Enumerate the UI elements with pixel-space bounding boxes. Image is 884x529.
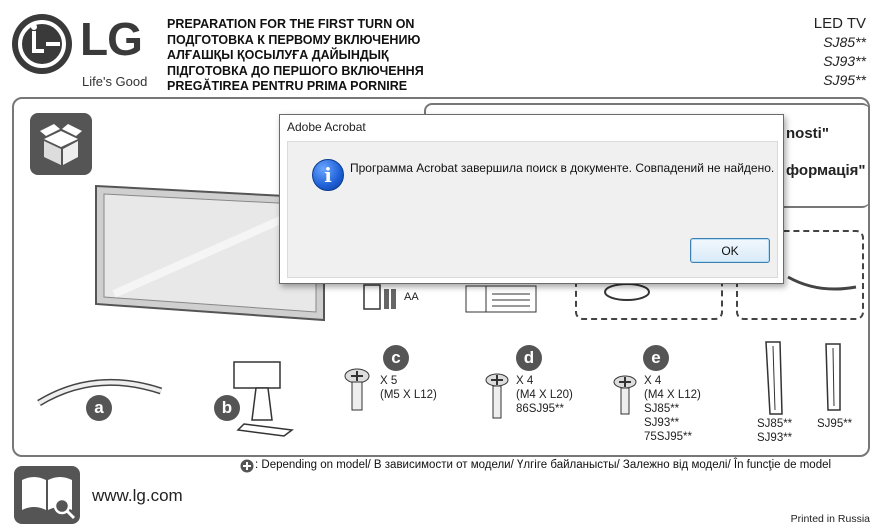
screw-c-icon (344, 368, 370, 419)
stand-right-model-1: SJ95** (817, 418, 853, 430)
battery-label: AA (404, 291, 419, 303)
stand-right-models (817, 417, 852, 431)
part-c-label: c (383, 345, 409, 371)
part-d-label: d (516, 345, 542, 371)
screw-d-icon (484, 372, 510, 425)
manual-docs-icon (464, 284, 540, 319)
document-titles (167, 17, 424, 95)
title-en: PREPARATION FOR THE FIRST TURN ON (167, 17, 415, 31)
stand-left-models (757, 417, 792, 445)
package-box-icon (30, 113, 92, 175)
dialog-titlebar[interactable] (280, 115, 783, 139)
part-e-label: e (643, 345, 669, 371)
logo-tagline: Life's Good (82, 74, 148, 89)
product-type: LED TV (813, 15, 866, 32)
model-list (814, 14, 866, 90)
stand-neck-icon (228, 358, 300, 443)
part-b-label: b (214, 395, 240, 421)
background-text-1: nosti" (786, 125, 829, 142)
printed-in: Printed in Russia (790, 513, 870, 525)
part-d-qty: X 4 (516, 375, 534, 387)
logo-text: LG (80, 13, 142, 65)
model-sj95: SJ95** (823, 72, 866, 88)
title-ru: ПОДГОТОВКА К ПЕРВОМУ ВКЛЮЧЕНИЮ (167, 32, 421, 47)
plus-circle-icon (240, 459, 254, 478)
part-d-spec (516, 374, 573, 416)
part-e-qty: X 4 (644, 375, 662, 387)
part-e-size: (M4 X L12) (644, 389, 701, 401)
part-c-size: (M5 X L12) (380, 389, 437, 401)
stand-left-model-1: SJ85** (757, 418, 793, 430)
part-c-qty: X 5 (380, 375, 398, 387)
dialog-title: Adobe Acrobat (287, 120, 366, 134)
remote-icon (360, 283, 400, 318)
website-url: www.lg.com (92, 486, 183, 505)
part-e-model-2: SJ93** (644, 417, 680, 429)
part-d-size: (M4 X L20) (516, 389, 573, 401)
ok-button[interactable]: OK (690, 238, 770, 263)
stand-left-model-2: SJ93** (757, 432, 793, 444)
acrobat-dialog (279, 114, 784, 284)
part-c-spec (380, 374, 437, 402)
title-ua: ПІДГОТОВКА ДО ПЕРШОГО ВКЛЮЧЕННЯ (167, 63, 424, 78)
model-sj93: SJ93** (823, 53, 866, 69)
part-e-model-1: SJ85** (644, 403, 680, 415)
model-sj85: SJ85** (823, 34, 866, 50)
dialog-body (287, 141, 778, 278)
model-note: : Depending on model/ В зависимости от модели/ Үлгіге байланысты/ Залежно від моделі/ În funcţie de model (255, 459, 832, 471)
title-ro: PREGĂTIREA PENTRU PRIMA PORNIRE (167, 79, 408, 93)
info-icon: i (312, 159, 344, 191)
lg-logo-icon (12, 14, 72, 74)
title-kz: АЛҒАШҚЫ ҚОСЫЛУҒА ДАЙЫНДЫҚ (167, 48, 389, 62)
part-e-spec (644, 374, 701, 444)
screw-e-icon (612, 374, 638, 423)
part-d-model: 86SJ95** (516, 403, 564, 415)
stand-leg-right-icon (820, 342, 846, 417)
background-text-2: формація" (786, 162, 866, 179)
part-e-model-3: 75SJ95** (644, 431, 692, 443)
dialog-message: Программа Acrobat завершила поиск в документе. Совпадений не найдено. (350, 161, 775, 175)
part-a-label: a (86, 395, 112, 421)
stand-leg-left-icon (762, 340, 786, 421)
book-search-icon (14, 466, 80, 524)
